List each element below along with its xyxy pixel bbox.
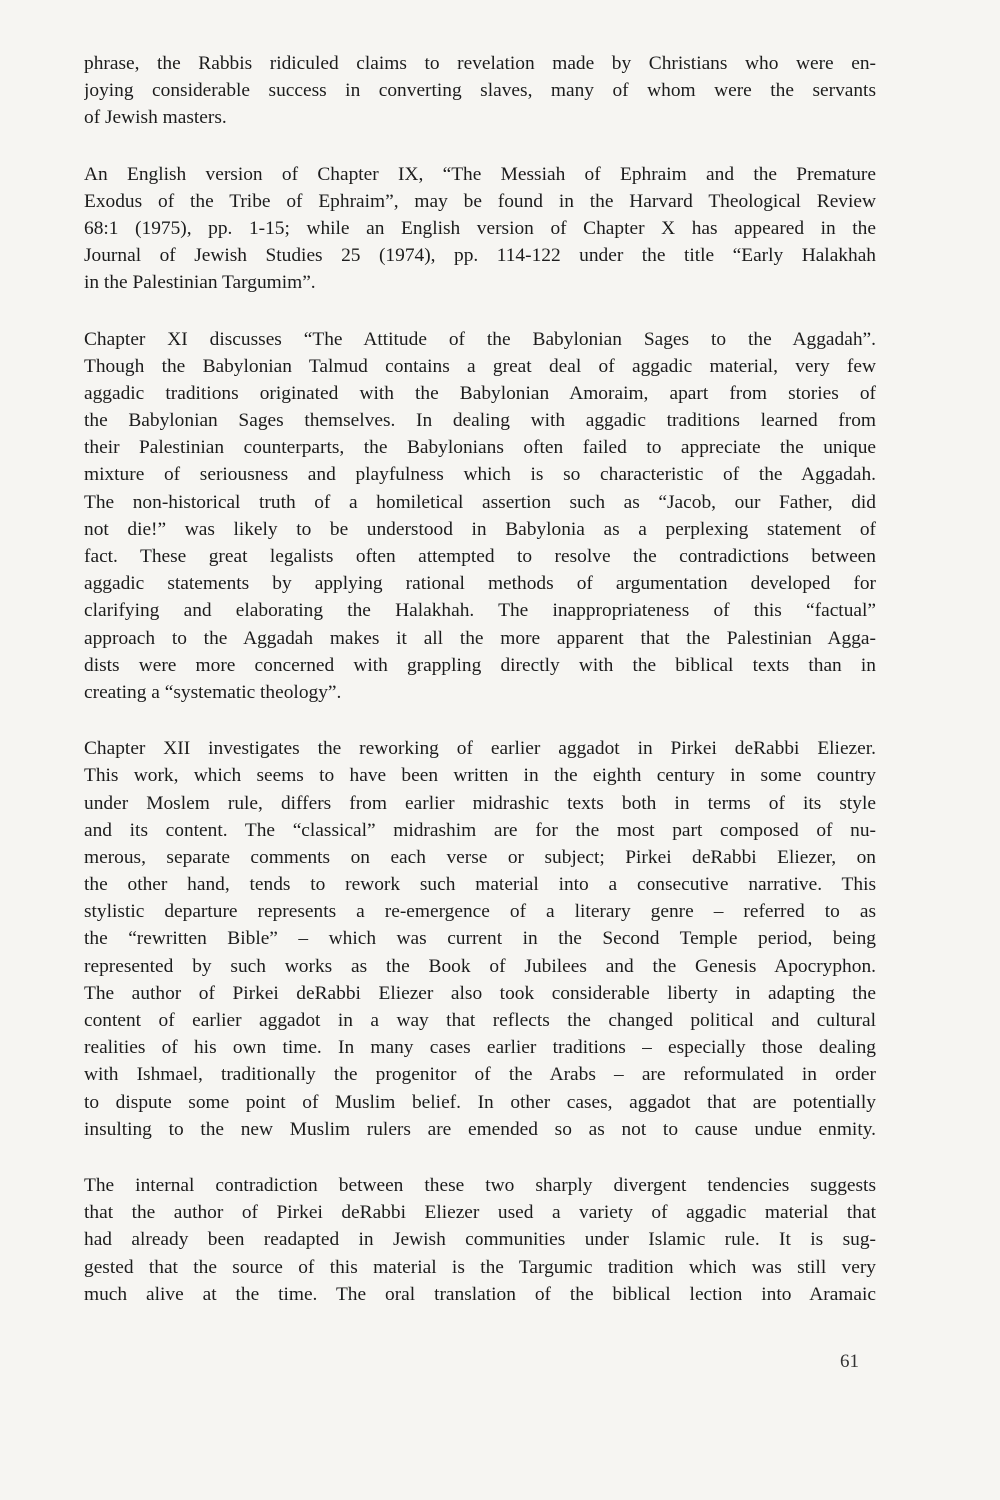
text-line: Exodus of the Tribe of Ephraim”, may be found in the Harvard Theological Review [84,190,876,212]
text-line: the other hand, tends to rework such material into a consecutive narrative. This [84,874,876,896]
text-line: content of earlier aggadot in a way that reflects the changed political and cultural [84,1010,876,1031]
paragraph-4 [84,735,876,1143]
text-line: of Jewish masters. [84,107,227,129]
text-line: the Babylonian Sages themselves. In dealing with aggadic traditions learned from [84,410,876,432]
text-line: fact. These great legalists often attempted to resolve the contradictions between [84,546,876,567]
text-line: approach to the Aggadah makes it all the more apparent that the Palestinian Agga- [84,627,876,649]
text-line: mixture of seriousness and playfulness which is so characteristic of the Aggadah. [84,464,876,486]
text-line: represented by such works as the Book of Jubilees and the Genesis Apocryphon. [84,955,876,977]
text-line: The internal contradiction between these two sharply divergent tendencies suggests [84,1174,876,1196]
text-line: gested that the source of this material is the Targumic tradition which was still very [84,1256,876,1278]
text-line: and its content. The “classical” midrashim are for the most part composed of nu- [84,819,876,841]
paragraph-1 [84,50,876,132]
text-line: aggadic statements by applying rational methods of argumentation developed for [84,573,876,595]
paragraph-3 [84,326,876,707]
paragraph-2 [84,161,876,297]
text-line: had already been readapted in Jewish communities under Islamic rule. It is sug- [84,1229,876,1251]
paragraph-5 [84,1172,876,1308]
text-line: insulting to the new Muslim rulers are emended so as not to cause undue enmity. [84,1118,876,1140]
text-line: The non-historical truth of a homiletical assertion such as “Jacob, our Father, did [84,491,876,513]
text-line: aggadic traditions originated with the Babylonian Amoraim, apart from stories of [84,382,876,404]
text-line: much alive at the time. The oral translation of the biblical lection into Aramaic [84,1283,876,1305]
text-line: under Moslem rule, differs from earlier midrashic texts both in terms of its style [84,792,876,814]
text-line: Though the Babylonian Talmud contains a great deal of aggadic material, very few [84,355,876,377]
text-line: dists were more concerned with grappling directly with the biblical texts than in [84,654,876,676]
text-line: Journal of Jewish Studies 25 (1974), pp. 114-122 under the title “Early Halakhah [84,245,876,267]
text-line: clarifying and elaborating the Halakhah. The inappropriateness of this “factual” [84,600,876,622]
text-line: Chapter XI discusses “The Attitude of the Babylonian Sages to the Aggadah”. [84,328,876,350]
text-line: Chapter XII investigates the reworking of earlier aggadot in Pirkei deRabbi Eliezer. [84,738,876,760]
text-line: the “rewritten Bible” – which was current in the Second Temple period, being [84,928,876,950]
text-line: The author of Pirkei deRabbi Eliezer also took considerable liberty in adapting the [84,982,876,1004]
text-line: in the Palestinian Targumim”. [84,272,316,294]
text-line: not die!” was likely to be understood in Babylonia as a perplexing statement of [84,518,876,540]
text-line: phrase, the Rabbis ridiculed claims to revelation made by Christians who were en- [84,53,876,74]
text-line: 68:1 (1975), pp. 1-15; while an English version of Chapter X has appeared in the [84,217,876,239]
text-line: with Ishmael, traditionally the progenitor of the Arabs – are reformulated in order [84,1064,876,1086]
text-line: joying considerable success in converting slaves, many of whom were the servants [84,80,876,102]
text-line: realities of his own time. In many cases earlier traditions – especially those dealing [84,1037,876,1059]
text-line: creating a “systematic theology”. [84,681,342,703]
text-line: stylistic departure represents a re-emergence of a literary genre – referred to as [84,901,876,923]
page-number: 61 [840,1351,859,1372]
text-column [84,50,876,1337]
text-line: their Palestinian counterparts, the Babylonians often failed to appreciate the unique [84,437,876,459]
text-line: to dispute some point of Muslim belief. In other cases, aggadot that are potentially [84,1091,876,1113]
text-line: This work, which seems to have been written in the eighth century in some country [84,765,876,787]
text-line: merous, separate comments on each verse or subject; Pirkei deRabbi Eliezer, on [84,846,876,868]
text-line: that the author of Pirkei deRabbi Eliezer used a variety of aggadic material that [84,1202,876,1224]
text-line: An English version of Chapter IX, “The Messiah of Ephraim and the Premature [84,163,876,185]
